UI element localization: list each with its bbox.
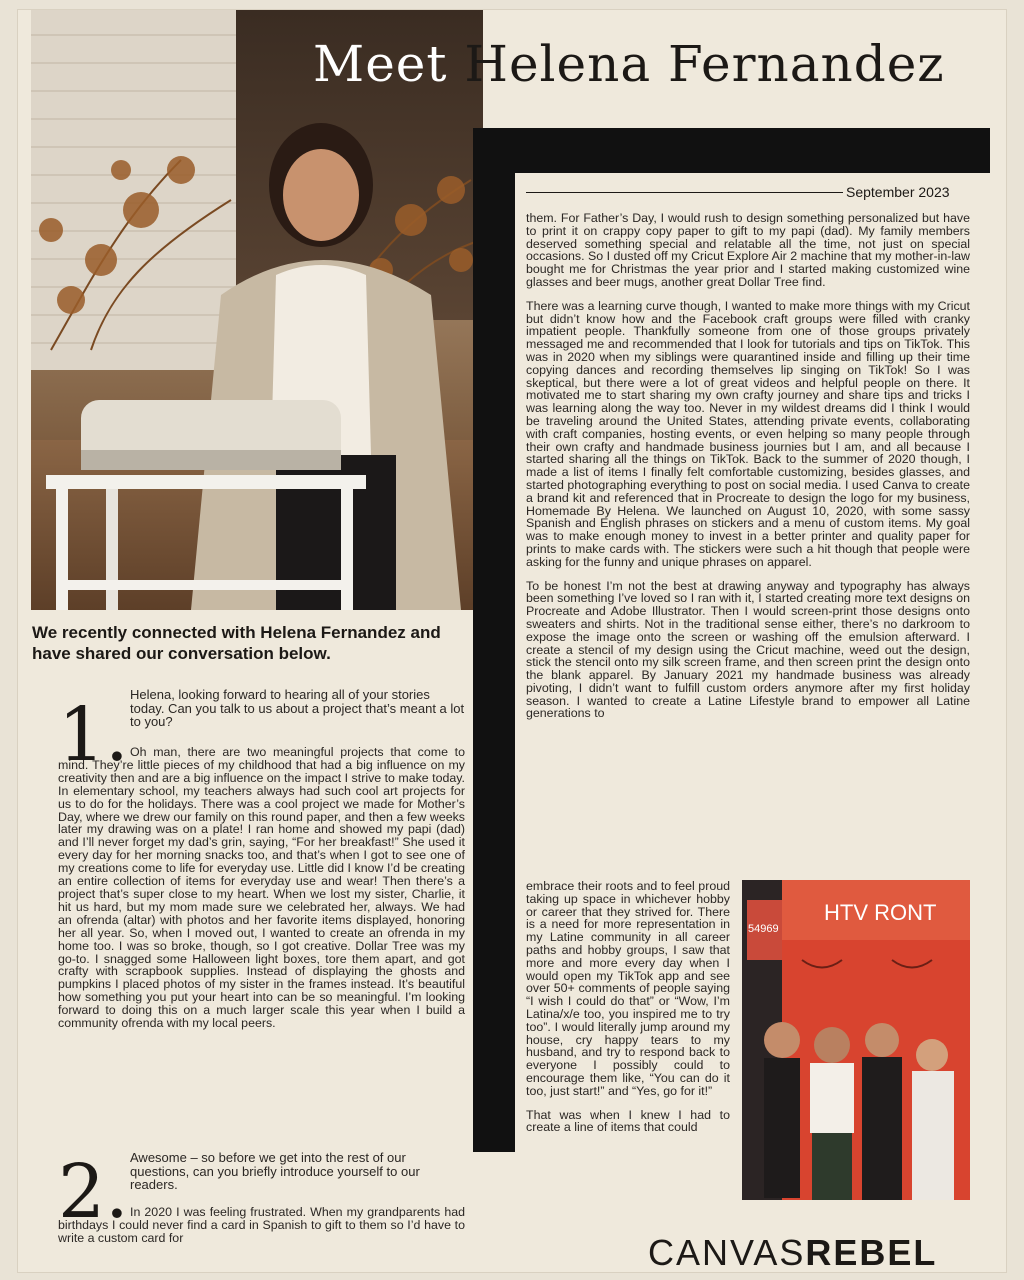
article-paragraph: That was when I knew I had to create a line of items that could	[526, 1107, 730, 1135]
hero-portrait-photo	[31, 10, 483, 610]
question-text: Helena, looking forward to hearing all of your stories today. Can you talk to us about a project that’s meant a lot to you?	[130, 687, 465, 729]
event-booth-photo	[742, 880, 970, 1200]
magazine-page	[18, 10, 1006, 1272]
question-number: 1.	[58, 692, 129, 778]
article-wrap-block	[526, 880, 970, 1204]
article-right-column	[526, 212, 970, 731]
article-paragraph: them. For Father’s Day, I would rush to design something personalized but have to print it on crappy copy paper to gift to my papi (dad). My family members deserved something special and relatable all the time, not just on special occasions. So I dusted off my Cricut Explore Air 2 machine that my mother-in-law bought me for Christmas the year prior and I started making customized wine glasses and beer mugs, another great Dollar Tree find.	[526, 211, 970, 289]
frame-bar-left	[473, 128, 515, 1152]
date-rule	[526, 192, 843, 193]
answer-text: In 2020 I was feeling frustrated. When my grandparents had birthdays I could never find a card in Spanish to gift to them so I’d have to write a custom card for	[58, 1205, 465, 1245]
article-paragraph: There was a learning curve though, I wanted to make more things with my Cricut but didn’t know how and the Facebook craft groups were filled with cranky impatient people. Thankfully someone from one of those groups privately messaged me and recommended that I look for tutorials and tips on TikTok. This was in 2020 when my siblings were quarantined inside and filling up their time copying dances and recording themselves lip singing on TikTok! So I was skeptical, but there were a lot of great videos and helpful people on there. It motivated me to start sharing my own crafty journey and share tips and tricks I was learning along the way too. Never in my wildest dreams did I think I would be traveling around the United States, attending private events, collaborating with craft companies, hosting events, or even helping so many people through their own crafty and handmade business journies but I am, and all because I started sharing all the things on TikTok. Back to the summer of 2020 though, I made a list of items I finally felt comfortable customizing, besides glasses, and started photographing everything to post on social media. I used Canva to create a brand kit and referenced that in Procreate to design the logo for my business, Homemade By Helena. We launched on August 10, 2020, with some sassy Spanish and English phrases on stickers and a menu of custom items. My goal was to make enough money to invest in a better printer and quality paper for prints to make cards with. The stickers were such a hit though that people were asking for the funny and unique phrases on apparel.	[526, 298, 970, 569]
frame-bar-top	[473, 128, 990, 173]
article-paragraph: To be honest I’m not the best at drawing anyway and typography has always been something I’ve loved so I ran with it, I started creating more text designs on Procreate and Adobe Illustrator. Then I would screen-print those designs onto sweaters and shirts. Not in the traditional sense either, there’s no darkroom to expose the image onto the screen or washing off the emulsion afterward. I create a stencil of my design using the Cricut machine, weed out the design, stick the stencil onto my silk screen frame, and then screen print the design onto the blank apparel. By January 2021 my handmade business was already pivoting, I didn’t want to fulfill custom orders anymore after my first holiday season. I wanted to create a Latine Lifestyle brand to empower all Latine generations to	[526, 578, 970, 721]
event-booth-illustration	[742, 880, 970, 1200]
question-text: Awesome – so before we get into the rest of our questions, can you briefly introduce yourself to our readers.	[130, 1150, 420, 1192]
answer-text: Oh man, there are two meaningful projects that come to mind. They’re little pieces of my childhood that had a big influence on my creativity then and are a big influence on the impact I strive to make today. In elementary school, my teachers always had such cool art projects for us to do for the holidays. There was a cool project we made for Mother’s Day, where we drew our family on this round paper, and then a few weeks later my drawing was on a plate! I ran home and showed my papi (dad) and I’ll never forget my dad’s grin, saying, “For her breakfast!” She used it every day for her morning snacks too, and that’s when I got to see one of my creations come to life for everyday use. Little did I know I’d be creating an entire collection of items for everyday use and wear! Then there’s a project that’s super close to my heart. When we lost my sister, Charlie, it hit us hard, but my mom made sure we celebrated her, always. We had an ofrenda (altar) with photos and her favorite items displayed, honoring her all year. So, when I moved out, I wanted to create an ofrenda in my home too. I was so broke, though, so I got creative. Dollar Tree was my go-to. I snagged some Halloween light boxes, tore them apart, and got crafty with scrapbook supplies. Instead of displaying the ghosts and pumpkins I placed photos of my sister in the frames instead. It’s beautiful how something you put your heart into can be so meaningful. I’m looking forward to doing this on a much larger scale this year when I build a community ofrenda with my local peers.	[58, 745, 465, 1031]
brand-canvas: CANVAS	[648, 1232, 806, 1272]
headline-meet: Meet	[313, 35, 448, 93]
issue-date: September 2023	[846, 184, 950, 200]
brand-rebel: REBEL	[805, 1232, 938, 1272]
booth-sign-text: HTV RONT	[824, 900, 937, 925]
cricut-machine-cart	[46, 390, 366, 610]
article-paragraph: embrace their roots and to feel proud taking up space in whichever hobby or career that they strived for. There is a need for more representation in my Latine community in all career paths and hobby groups, I saw that more and more every day when I would open my TikTok app and see over 50+ comments of people saying “I wish I could do that” or “Wow, I’m Latina/x/e too, you inspired me to try too”. I would literally jump around my house, cry happy tears to my husband, and try to respond back to everyone I possibly could to encourage them like, “You can do it too, just start!” and “Yes, go for it!”	[526, 879, 730, 1098]
brand-logo	[648, 1232, 937, 1272]
interview-intro: We recently connected with Helena Fernandez and have shared our conversation below.	[32, 623, 441, 663]
booth-number-text: 54969	[748, 923, 779, 935]
headline-name: Helena Fernandez	[447, 35, 945, 93]
question-number: 2.	[58, 1149, 129, 1235]
page-headline	[313, 35, 993, 93]
event-photo-wrapper	[742, 880, 970, 1200]
